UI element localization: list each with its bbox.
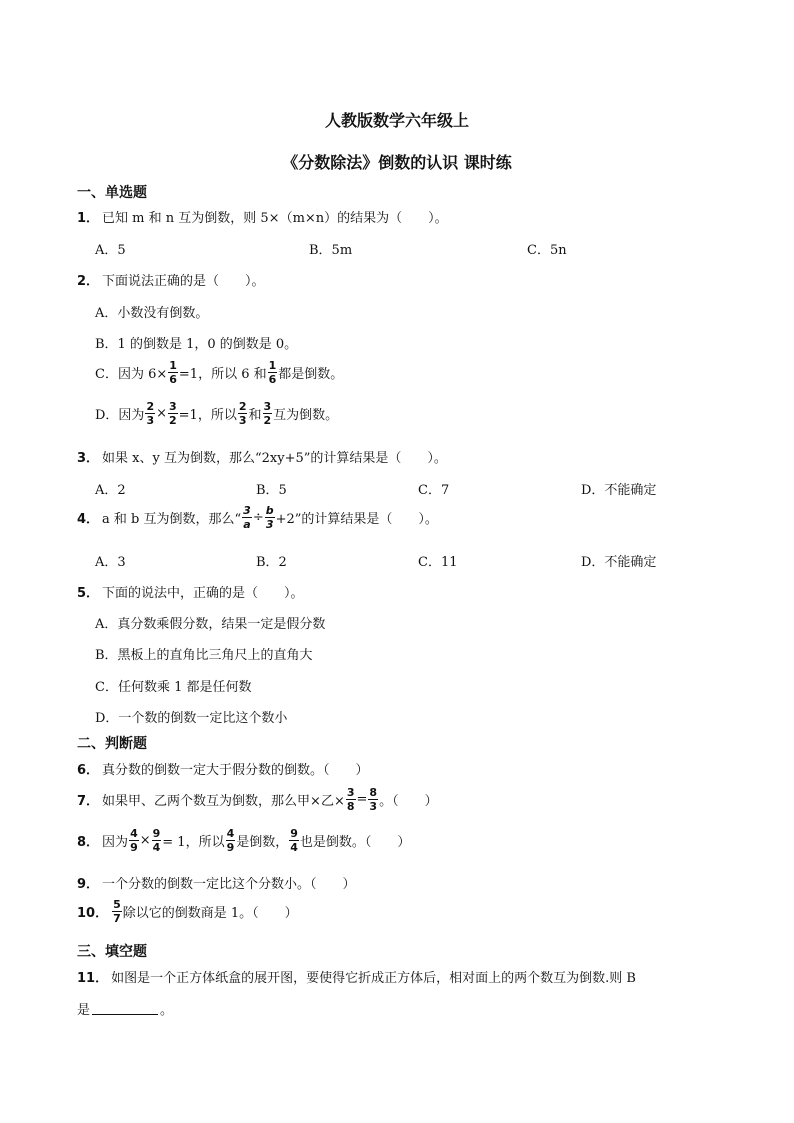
question-text: a 和 b 互为倒数，那么“ bbox=[102, 512, 242, 527]
question-6 bbox=[77, 759, 369, 778]
fraction bbox=[346, 787, 356, 812]
denominator: 3 bbox=[265, 518, 274, 531]
option-b[interactable]: B．1 的倒数是 1，0 的倒数是 0。 bbox=[95, 337, 298, 352]
fraction bbox=[152, 828, 162, 853]
question-number: 2． bbox=[77, 274, 100, 289]
question-text: 是 bbox=[77, 1003, 91, 1018]
fraction bbox=[242, 505, 252, 530]
fraction bbox=[168, 360, 178, 385]
fraction bbox=[129, 828, 139, 853]
option-c[interactable]: C．任何数乘 1 都是任何数 bbox=[95, 680, 252, 695]
numerator: 9 bbox=[290, 827, 298, 840]
option-c[interactable]: C．5n bbox=[527, 243, 567, 258]
question-number: 9． bbox=[77, 877, 100, 892]
numerator: 4 bbox=[226, 827, 235, 840]
numerator: 3 bbox=[169, 400, 177, 413]
answer-blank[interactable] bbox=[92, 1002, 158, 1015]
option-d[interactable]: D．不能确定 bbox=[581, 555, 657, 570]
equals-sign: = bbox=[356, 792, 368, 807]
numerator: 3 bbox=[243, 504, 251, 517]
times-sign: × bbox=[139, 833, 151, 848]
option-c[interactable]: C．11 bbox=[418, 555, 458, 570]
option-a[interactable]: A．小数没有倒数。 bbox=[95, 306, 209, 321]
question-text: 如果 x、y 互为倒数，那么“2xy+5”的计算结果是（ ）。 bbox=[102, 451, 447, 466]
fraction bbox=[112, 899, 122, 924]
question-text: 下面说法正确的是（ ）。 bbox=[102, 274, 265, 289]
option-d[interactable] bbox=[95, 401, 338, 426]
question-number: 5． bbox=[77, 586, 100, 601]
question-number: 1． bbox=[77, 211, 100, 226]
denominator: 3 bbox=[146, 414, 155, 427]
denominator: 2 bbox=[263, 414, 272, 427]
question-10 bbox=[77, 899, 298, 924]
denominator: a bbox=[243, 518, 251, 531]
denominator: 2 bbox=[169, 414, 177, 427]
question-11-continued bbox=[77, 999, 173, 1018]
denominator: 9 bbox=[130, 841, 138, 854]
question-8 bbox=[77, 828, 410, 853]
option-b[interactable]: B．5m bbox=[309, 243, 353, 258]
numerator: 2 bbox=[146, 400, 155, 413]
page-title: 人教版数学六年级上 bbox=[324, 111, 469, 130]
question-7 bbox=[77, 787, 438, 812]
fraction bbox=[268, 360, 278, 385]
section-heading-single-choice: 一、单选题 bbox=[77, 185, 147, 201]
fraction bbox=[238, 401, 248, 426]
fraction bbox=[265, 505, 275, 530]
section-heading-fill-in: 三、填空题 bbox=[77, 944, 147, 960]
option-b[interactable]: B．2 bbox=[256, 555, 287, 570]
question-4 bbox=[77, 505, 438, 530]
question-text: 已知 m 和 n 互为倒数，则 5×（m×n）的结果为（ ）。 bbox=[102, 211, 448, 226]
section-heading-true-false: 二、判断题 bbox=[77, 736, 147, 752]
times-sign: × bbox=[156, 406, 167, 421]
option-b[interactable]: B．5 bbox=[256, 483, 287, 498]
numerator: 9 bbox=[152, 827, 161, 840]
question-number: 3． bbox=[77, 451, 100, 466]
fraction bbox=[368, 787, 378, 812]
option-text: 和 bbox=[248, 408, 262, 423]
numerator: 3 bbox=[263, 400, 272, 413]
question-text: 也是倒数。（ ） bbox=[299, 835, 411, 850]
option-a[interactable]: A．真分数乘假分数，结果一定是假分数 bbox=[95, 617, 326, 632]
option-c[interactable] bbox=[95, 360, 343, 385]
numerator: 2 bbox=[238, 400, 247, 413]
question-9 bbox=[77, 873, 356, 892]
option-d[interactable]: D．不能确定 bbox=[581, 483, 657, 498]
numerator: b bbox=[265, 504, 274, 517]
question-number: 8． bbox=[77, 835, 100, 850]
question-text: +2”的计算结果是（ ）。 bbox=[275, 512, 438, 527]
denominator: 4 bbox=[152, 841, 161, 854]
question-2 bbox=[77, 270, 265, 289]
denominator: 3 bbox=[369, 800, 378, 813]
option-c[interactable]: C．7 bbox=[418, 483, 450, 498]
page-subtitle: 《分数除法》倒数的认识 课时练 bbox=[282, 153, 512, 172]
question-3 bbox=[77, 447, 447, 466]
fraction bbox=[226, 828, 236, 853]
question-text: 真分数的倒数一定大于假分数的倒数。（ ） bbox=[102, 763, 369, 778]
fraction bbox=[145, 401, 155, 426]
question-1 bbox=[77, 207, 448, 226]
question-number: 4． bbox=[77, 512, 100, 527]
option-text: =1，所以 6 和 bbox=[178, 367, 267, 382]
divide-sign: ÷ bbox=[252, 510, 264, 525]
option-b[interactable]: B．黑板上的直角比三角尺上的直角大 bbox=[95, 648, 313, 663]
denominator: 9 bbox=[226, 841, 235, 854]
fraction bbox=[168, 401, 178, 426]
option-a[interactable]: A．5 bbox=[95, 243, 126, 258]
question-text: = 1，所以 bbox=[162, 835, 225, 850]
denominator: 6 bbox=[169, 373, 177, 386]
option-text: C．因为 6× bbox=[95, 367, 168, 382]
question-number: 7． bbox=[77, 794, 100, 809]
option-text: 都是倒数。 bbox=[278, 367, 344, 382]
option-text: =1，所以 bbox=[178, 408, 237, 423]
question-text: 是倒数， bbox=[236, 835, 289, 850]
denominator: 4 bbox=[290, 841, 298, 854]
numerator: 8 bbox=[369, 786, 378, 799]
numerator: 1 bbox=[268, 359, 277, 372]
option-a[interactable]: A．2 bbox=[95, 483, 126, 498]
numerator: 5 bbox=[113, 898, 121, 911]
question-5 bbox=[77, 582, 304, 601]
denominator: 6 bbox=[268, 373, 277, 386]
question-text: 因为 bbox=[102, 835, 129, 850]
fraction bbox=[263, 401, 273, 426]
option-text: 互为倒数。 bbox=[273, 408, 339, 423]
numerator: 1 bbox=[169, 359, 177, 372]
option-a[interactable]: A．3 bbox=[95, 555, 126, 570]
denominator: 7 bbox=[113, 912, 121, 925]
denominator: 3 bbox=[238, 414, 247, 427]
question-text: 。 bbox=[160, 1003, 174, 1018]
question-text: 除以它的倒数商是 1。（ ） bbox=[122, 906, 298, 921]
question-text: 。（ ） bbox=[379, 794, 438, 809]
fraction bbox=[289, 828, 299, 853]
question-11 bbox=[77, 967, 636, 986]
option-d[interactable]: D．一个数的倒数一定比这个数小 bbox=[95, 711, 288, 726]
question-number: 11． bbox=[77, 971, 109, 986]
numerator: 3 bbox=[346, 786, 355, 799]
denominator: 8 bbox=[346, 800, 355, 813]
question-text: 下面的说法中，正确的是（ ）。 bbox=[102, 586, 304, 601]
numerator: 4 bbox=[130, 827, 138, 840]
question-text: 如果甲、乙两个数互为倒数，那么甲×乙× bbox=[102, 794, 345, 809]
question-number: 10． bbox=[77, 906, 109, 921]
option-text: D．因为 bbox=[95, 408, 145, 423]
question-text: 如图是一个正方体纸盒的展开图，要使得它折成正方体后，相对面上的两个数互为倒数.则 B bbox=[111, 971, 636, 986]
question-number: 6． bbox=[77, 763, 100, 778]
question-text: 一个分数的倒数一定比这个分数小。（ ） bbox=[102, 877, 356, 892]
